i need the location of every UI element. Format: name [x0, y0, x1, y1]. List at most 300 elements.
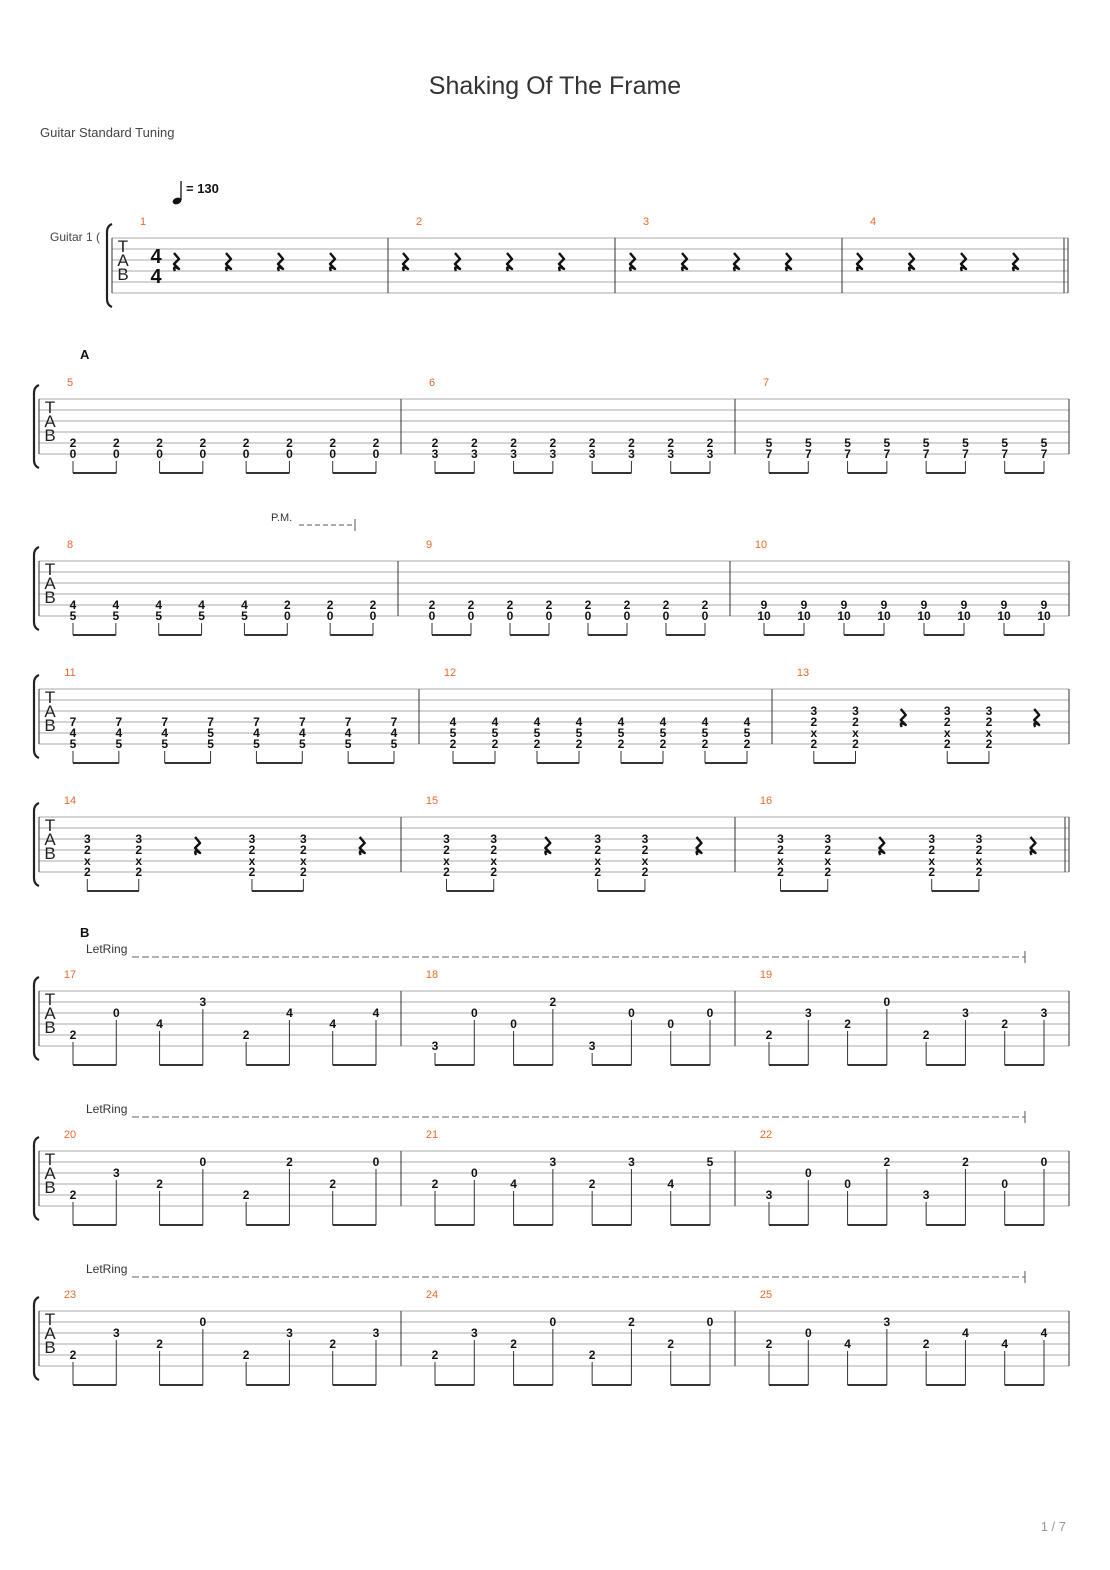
measure-number: 16 [759, 795, 773, 807]
tab-fret-number: 2 [372, 436, 380, 450]
tab-fret-number: x [928, 854, 936, 868]
tab-fret-number: 7 [1001, 447, 1009, 461]
tab-fret-number: 9 [1040, 598, 1048, 612]
tab-fret-number: 2 [510, 1337, 517, 1351]
tab-fret-number: 3 [549, 447, 557, 461]
tab-fret-number: 0 [667, 1017, 675, 1031]
tab-fret-number: 5 [844, 436, 851, 450]
rest-symbol [226, 253, 231, 271]
tab-fret-number: 2 [491, 737, 499, 751]
rest-symbol [507, 253, 512, 271]
tab-clef-letter: T [117, 237, 129, 256]
tab-fret-number: 0 [883, 995, 891, 1009]
tab-fret-number: 7 [922, 447, 930, 461]
tab-fret-number: 3 [985, 704, 993, 718]
score-title: Shaking Of The Frame [428, 72, 682, 100]
tab-fret-number: x [248, 854, 256, 868]
tab-fret-number: 2 [594, 865, 602, 879]
measure-number: 12 [443, 667, 457, 679]
rest-symbol [857, 253, 862, 271]
tab-fret-number: 2 [765, 1337, 773, 1351]
tab-fret-number: 5 [706, 1155, 714, 1169]
measure-number: 15 [425, 795, 439, 807]
tab-fret-number: 3 [372, 1326, 380, 1340]
tab-fret-number: 5 [198, 609, 205, 623]
tab-fret-number: 3 [928, 832, 936, 846]
tab-fret-number: 0 [428, 609, 436, 623]
tab-fret-number: 0 [199, 1155, 207, 1169]
tab-fret-number: 2 [510, 436, 517, 450]
tab-fret-number: 2 [985, 715, 993, 729]
tab-fret-number: 2 [588, 436, 596, 450]
tab-fret-number: 2 [545, 598, 553, 612]
tab-fret-number: 3 [765, 1188, 773, 1202]
tab-fret-number: 2 [242, 1188, 250, 1202]
tab-fret-number: 5 [765, 436, 773, 450]
tab-fret-number: x [943, 726, 951, 740]
tab-fret-number: 2 [584, 598, 592, 612]
tab-fret-number: 5 [743, 726, 751, 740]
tab-clef-letter: A [117, 251, 129, 270]
tab-fret-number: 4 [115, 726, 123, 740]
tab-fret-number: 5 [207, 737, 214, 751]
tab-fret-number: 4 [1040, 1326, 1048, 1340]
tab-fret-number: 3 [199, 995, 207, 1009]
tab-fret-number: 3 [135, 832, 143, 846]
tab-fret-number: 0 [326, 609, 334, 623]
rest-symbol [1034, 709, 1039, 727]
measure-number: 3 [642, 216, 650, 228]
tab-fret-number: 4 [491, 715, 499, 729]
tab-fret-number: 2 [112, 436, 120, 450]
section-marker: B [80, 925, 90, 940]
track-name: Guitar 1 ( [50, 230, 101, 244]
tab-clef-letter: B [44, 1178, 56, 1197]
tab-fret-number: 7 [390, 715, 398, 729]
tab-fret-number: 5 [804, 436, 812, 450]
tab-fret-number: 2 [824, 865, 832, 879]
rest-symbol [901, 709, 906, 727]
tab-fret-number: 7 [69, 715, 77, 729]
tab-fret-number: 5 [449, 726, 457, 740]
tab-fret-number: 2 [943, 737, 951, 751]
measure-number: 19 [759, 969, 773, 981]
measure-number: 20 [63, 1129, 77, 1141]
tab-fret-number: 4 [69, 598, 77, 612]
tab-fret-number: 2 [467, 598, 475, 612]
system-bracket [34, 675, 39, 758]
tab-fret-number: 2 [69, 1348, 77, 1362]
tab-fret-number: x [852, 726, 859, 740]
tab-fret-number: 2 [156, 1337, 163, 1351]
measure-number: 7 [762, 377, 770, 389]
tab-fret-number: 2 [242, 1348, 250, 1362]
tab-fret-number: 3 [883, 1315, 891, 1329]
tab-fret-number: 2 [594, 843, 602, 857]
rest-symbol [630, 253, 635, 271]
tab-fret-number: 3 [667, 447, 675, 461]
rest-symbol [330, 253, 335, 271]
tab-fret-number: 2 [588, 1348, 596, 1362]
measure-number: 9 [425, 539, 433, 551]
rest-symbol [1013, 253, 1018, 271]
tab-fret-number: 4 [329, 1017, 337, 1031]
tab-fret-number: 5 [161, 737, 169, 751]
tab-fret-number: 5 [207, 726, 214, 740]
tab-fret-number: x [824, 854, 832, 868]
time-sig-denominator: 4 [150, 266, 162, 288]
rest-symbol [360, 837, 365, 855]
tuning-label: Guitar Standard Tuning [40, 125, 175, 140]
tab-fret-number: 7 [883, 447, 891, 461]
tab-fret-number: 10 [957, 609, 971, 623]
tab-fret-number: 4 [510, 1177, 517, 1191]
page-number: 1 / 7 [1040, 1519, 1066, 1534]
tab-fret-number: 5 [112, 609, 120, 623]
tab-fret-number: 3 [804, 1006, 812, 1020]
tab-fret-number: 4 [69, 726, 77, 740]
tab-fret-number: 2 [549, 995, 557, 1009]
tab-fret-number: 2 [248, 865, 256, 879]
tab-fret-number: 2 [156, 436, 163, 450]
tab-clef-letter: B [44, 1018, 56, 1037]
tab-fret-number: 0 [506, 609, 514, 623]
tab-fret-number: 2 [329, 436, 337, 450]
tab-fret-number: 5 [155, 609, 163, 623]
tab-fret-number: 2 [329, 1337, 337, 1351]
tab-fret-number: 3 [975, 832, 983, 846]
tab-fret-number: 2 [810, 737, 818, 751]
tab-fret-number: 2 [883, 1155, 891, 1169]
rest-symbol [195, 837, 200, 855]
tab-fret-number: 2 [659, 737, 667, 751]
tab-fret-number: 2 [810, 715, 818, 729]
tab-fret-number: 2 [623, 598, 631, 612]
tab-fret-number: 2 [667, 436, 675, 450]
tab-fret-number: 0 [242, 447, 250, 461]
let-ring-label: LetRing [86, 1262, 128, 1276]
measure-number: 21 [425, 1129, 439, 1141]
tab-fret-number: 4 [241, 598, 248, 612]
tab-fret-number: x [83, 854, 91, 868]
tab-fret-number: 0 [372, 1155, 380, 1169]
tab-fret-number: 4 [298, 726, 306, 740]
tab-fret-number: 7 [765, 447, 773, 461]
tab-fret-number: 2 [431, 1177, 439, 1191]
tab-fret-number: 3 [962, 1006, 969, 1020]
tab-fret-number: 2 [449, 737, 457, 751]
tab-fret-number: 0 [662, 609, 670, 623]
tab-fret-number: 2 [844, 1017, 851, 1031]
tab-fret-number: 3 [248, 832, 256, 846]
tab-fret-number: 2 [369, 598, 377, 612]
tab-fret-number: 10 [997, 609, 1011, 623]
tab-fret-number: x [810, 726, 818, 740]
tab-fret-number: x [641, 854, 649, 868]
tab-fret-number: 4 [844, 1337, 851, 1351]
measure-number: 11 [64, 667, 76, 679]
tab-clef-letter: T [44, 1150, 56, 1169]
tab-fret-number: 3 [112, 1166, 120, 1180]
tab-fret-number: 4 [155, 598, 163, 612]
tab-fret-number: 2 [443, 843, 450, 857]
tab-clef-letter: B [44, 588, 56, 607]
tab-fret-number: 3 [810, 704, 818, 718]
tab-fret-number: 2 [922, 1028, 930, 1042]
tab-fret-number: 0 [549, 1315, 557, 1329]
tab-fret-number: 2 [628, 436, 635, 450]
tab-clef-letter: T [44, 816, 56, 835]
measure-number: 24 [425, 1289, 439, 1301]
tab-fret-number: 10 [1037, 609, 1051, 623]
tab-fret-number: 5 [344, 737, 352, 751]
tab-fret-number: 2 [975, 865, 983, 879]
tab-fret-number: 0 [545, 609, 553, 623]
tab-fret-number: 0 [372, 447, 380, 461]
tab-fret-number: 0 [804, 1326, 812, 1340]
tab-fret-number: 3 [922, 1188, 930, 1202]
tab-fret-number: 9 [1000, 598, 1008, 612]
tab-fret-number: 0 [510, 1017, 517, 1031]
tab-fret-number: 5 [701, 726, 709, 740]
time-sig-numerator: 4 [150, 246, 162, 268]
tab-fret-number: 2 [533, 737, 541, 751]
measure-number: 8 [66, 539, 74, 551]
tab-clef-letter: B [44, 1338, 56, 1357]
let-ring-label: LetRing [86, 942, 128, 956]
tab-fret-number: 4 [667, 1177, 675, 1191]
rest-symbol [909, 253, 914, 271]
tab-fret-number: 2 [199, 436, 207, 450]
tab-fret-number: 2 [283, 598, 291, 612]
tab-fret-number: 10 [757, 609, 771, 623]
tab-fret-number: 0 [844, 1177, 851, 1191]
tab-fret-number: 3 [431, 447, 439, 461]
tab-fret-number: x [985, 726, 993, 740]
rest-symbol [545, 837, 550, 855]
tab-clef-letter: A [44, 1004, 56, 1023]
tab-fret-number: 10 [797, 609, 811, 623]
tab-fret-number: 7 [161, 715, 169, 729]
rest-symbol [682, 253, 687, 271]
system-bracket [34, 803, 39, 886]
tab-clef-letter: T [44, 398, 56, 417]
tab-fret-number: 4 [253, 726, 260, 740]
tab-fret-number: 4 [156, 1017, 163, 1031]
tab-fret-number: 2 [470, 436, 478, 450]
tab-fret-number: 2 [135, 843, 143, 857]
tab-fret-number: 0 [1040, 1155, 1048, 1169]
tab-fret-number: 7 [962, 447, 969, 461]
tab-fret-number: 0 [199, 447, 207, 461]
tab-fret-number: 2 [329, 1177, 337, 1191]
tab-fret-number: x [135, 854, 143, 868]
measure-number: 2 [415, 216, 423, 228]
tab-clef-letter: T [44, 1310, 56, 1329]
tab-fret-number: 5 [298, 737, 306, 751]
tab-fret-number: 3 [706, 447, 714, 461]
rest-symbol [697, 837, 702, 855]
tab-fret-number: x [490, 854, 498, 868]
palm-mute-label: P.M. [271, 512, 293, 524]
tab-fret-number: 4 [198, 598, 205, 612]
tab-fret-number: 2 [765, 1028, 773, 1042]
tab-fret-number: 3 [470, 1326, 478, 1340]
tab-fret-number: 5 [659, 726, 667, 740]
tab-fret-number: x [300, 854, 307, 868]
tab-fret-number: 2 [777, 865, 784, 879]
tab-fret-number: 2 [490, 865, 498, 879]
tab-fret-number: 7 [844, 447, 851, 461]
tab-fret-number: 5 [69, 737, 77, 751]
tab-fret-number: 0 [1001, 1177, 1009, 1191]
tab-fret-number: 3 [300, 832, 307, 846]
tab-fret-number: 4 [743, 715, 751, 729]
tab-clef-letter: A [44, 574, 56, 593]
tab-fret-number: 0 [584, 609, 592, 623]
tab-fret-number: 0 [329, 447, 337, 461]
tab-fret-number: 5 [575, 726, 583, 740]
tab-fret-number: 4 [701, 715, 709, 729]
measure-number: 25 [759, 1289, 773, 1301]
rest-symbol [278, 253, 283, 271]
tab-fret-number: 0 [283, 609, 291, 623]
tab-fret-number: 2 [588, 1177, 596, 1191]
measure-number: 1 [139, 216, 147, 228]
system-bracket [34, 977, 39, 1060]
tab-fret-number: 2 [286, 436, 293, 450]
tab-fret-number: 9 [840, 598, 848, 612]
tab-fret-number: 2 [824, 843, 832, 857]
tab-fret-number: 5 [241, 609, 248, 623]
tab-fret-number: 7 [1040, 447, 1048, 461]
tab-fret-number: 2 [975, 843, 983, 857]
tab-fret-number: 2 [743, 737, 751, 751]
tab-fret-number: 3 [588, 1039, 596, 1053]
tab-fret-number: 2 [641, 865, 649, 879]
tab-fret-number: 0 [628, 1006, 635, 1020]
measure-number: 17 [63, 969, 77, 981]
measure-number: 14 [63, 795, 77, 807]
tab-fret-number: 7 [804, 447, 812, 461]
tab-fret-number: 2 [922, 1337, 930, 1351]
tab-fret-number: 5 [115, 737, 123, 751]
tab-fret-number: 2 [431, 1348, 439, 1362]
tab-clef-letter: B [44, 426, 56, 445]
tab-fret-number: 5 [491, 726, 499, 740]
tab-clef-letter: T [44, 990, 56, 1009]
tempo-label: = 130 [186, 181, 219, 196]
tab-fret-number: 0 [112, 447, 120, 461]
rest-symbol [786, 253, 791, 271]
measure-number: 22 [759, 1129, 773, 1141]
tab-fret-number: 2 [628, 1315, 635, 1329]
system-bracket [34, 547, 39, 630]
tab-fret-number: 3 [490, 832, 498, 846]
tab-clef-letter: T [44, 688, 56, 707]
tab-fret-number: 2 [506, 598, 514, 612]
measure-number: 23 [63, 1289, 77, 1301]
tab-fret-number: 0 [701, 609, 709, 623]
tab-fret-number: 3 [852, 704, 859, 718]
tab-fret-number: 5 [1001, 436, 1009, 450]
tab-fret-number: 9 [920, 598, 928, 612]
rest-symbol [559, 253, 564, 271]
tab-fret-number: 5 [390, 737, 398, 751]
tab-fret-number: 3 [510, 447, 517, 461]
tab-fret-number: 0 [470, 1006, 478, 1020]
tab-fret-number: 0 [706, 1006, 714, 1020]
tab-fret-number: 2 [662, 598, 670, 612]
rest-symbol [1031, 837, 1036, 855]
tab-fret-number: 0 [69, 447, 77, 461]
tab-fret-number: 4 [286, 1006, 293, 1020]
tab-fret-number: 2 [300, 865, 307, 879]
tab-fret-number: 3 [628, 447, 635, 461]
tab-fret-number: 4 [659, 715, 667, 729]
tab-fret-number: 4 [533, 715, 541, 729]
let-ring-label: LetRing [86, 1102, 128, 1116]
tab-clef-letter: T [44, 560, 56, 579]
tab-fret-number: 2 [431, 436, 439, 450]
tab-fret-number: 2 [667, 1337, 675, 1351]
tab-fret-number: 2 [156, 1177, 163, 1191]
tab-fret-number: 4 [449, 715, 457, 729]
measure-number: 4 [869, 216, 877, 228]
tab-fret-number: 2 [985, 737, 993, 751]
tab-fret-number: 2 [706, 436, 714, 450]
tab-fret-number: 3 [470, 447, 478, 461]
measure-number: 5 [66, 377, 74, 389]
tab-clef-letter: A [44, 702, 56, 721]
section-marker: A [80, 347, 90, 362]
tab-fret-number: 4 [390, 726, 398, 740]
tab-fret-number: 3 [1040, 1006, 1048, 1020]
rest-symbol [174, 253, 179, 271]
tab-fret-number: 5 [883, 436, 891, 450]
tab-fret-number: 0 [112, 1006, 120, 1020]
tab-fret-number: 9 [760, 598, 768, 612]
tab-fret-number: x [975, 854, 983, 868]
rest-symbol [879, 837, 884, 855]
tab-fret-number: 0 [804, 1166, 812, 1180]
tab-fret-number: 7 [298, 715, 306, 729]
tab-fret-number: 0 [369, 609, 377, 623]
tab-fret-number: 0 [467, 609, 475, 623]
tab-fret-number: 3 [777, 832, 784, 846]
tab-fret-number: 3 [286, 1326, 293, 1340]
tab-fret-number: 2 [242, 436, 250, 450]
tab-fret-number: x [777, 854, 784, 868]
tab-fret-number: 4 [344, 726, 352, 740]
tab-fret-number: 2 [928, 865, 936, 879]
tab-fret-number: 5 [922, 436, 930, 450]
tab-fret-number: x [443, 854, 450, 868]
tab-fret-number: 4 [112, 598, 120, 612]
system-bracket [107, 224, 112, 307]
tab-fret-number: 2 [490, 843, 498, 857]
tab-fret-number: 2 [428, 598, 436, 612]
system-bracket [34, 1297, 39, 1380]
tab-fret-number: 2 [248, 843, 256, 857]
tab-fret-number: 0 [156, 447, 163, 461]
tab-clef-letter: A [44, 1324, 56, 1343]
tab-fret-number: 3 [431, 1039, 439, 1053]
tab-fret-number: 0 [286, 447, 293, 461]
tab-fret-number: 3 [824, 832, 832, 846]
rest-symbol [734, 253, 739, 271]
tab-fret-number: 3 [83, 832, 91, 846]
